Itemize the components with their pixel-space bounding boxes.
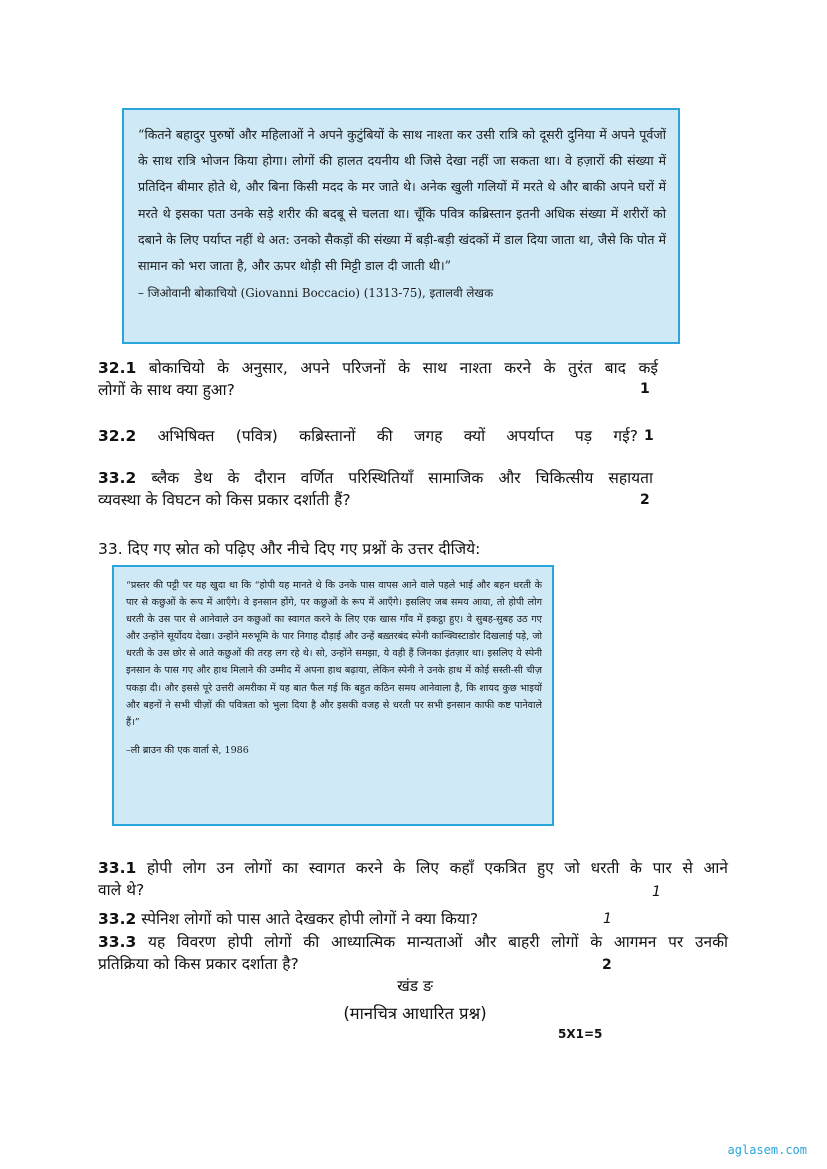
question-number: 33.3 — [98, 933, 137, 951]
marks: 1 — [640, 381, 650, 397]
question-text-cont: प्रतिक्रिया को किस प्रकार दर्शाता है? — [98, 955, 299, 973]
marks: 2 — [640, 492, 650, 508]
source-box-boccaccio — [122, 108, 680, 344]
question-text-cont: लोगों के साथ क्या हुआ? — [98, 381, 235, 399]
question-text: स्पेनिश लोगों को पास आते देखकर होपी लोगों ने क्या किया? — [141, 910, 479, 928]
source-attribution: –ली ब्राउन की एक वार्ता से, 1986 — [126, 744, 249, 756]
question-number: 32.1 — [98, 359, 137, 377]
footer-watermark: aglasem.com — [727, 1143, 807, 1157]
question-text-cont: वाले थे? — [98, 881, 145, 899]
question-33-1 — [98, 857, 728, 901]
marks: 1 — [603, 911, 612, 927]
marks: 1 — [644, 428, 654, 444]
question-32-2 — [98, 425, 638, 447]
source-attribution: – जिओवानी बोकाचियो (Giovanni Boccacio) (1313-75), इतालवी लेखक — [138, 286, 494, 301]
question-33-instruction — [98, 538, 480, 560]
question-text: होपी लोग उन लोगों का स्वागत करने के लिए कहाँ एकत्रित हुए जो धरती के पार से आने — [146, 859, 728, 877]
source-quote: “कितने बहादुर पुरुषों और महिलाओं ने अपने कुटुंबियों के साथ नाश्ता कर उसी रात्रि को दूसरी दुनिया में अपने पूर्वजों के साथ रात्रि भोजन किया होगा। लोगों की हालत दयनीय थी जिसे देखा नहीं जा सकता था। वे हज़ारों की संख्या में प्रतिदिन बीमार होते थे, और बिना किसी मदद के मर जाते थे। अनेक खुली गलियों में मरते थे और बाकी अपने घरों में मरते थे इसका पता उनके सड़े शरीर की बदबू से चलता था। चूँकि पवित्र कब्रिस्तान इतनी अधिक संख्या में शरीरों को दबाने के लिए पर्याप्त नहीं थे अत: उनको सैकड़ों की संख्या में बड़ी-बड़ी खंदकों में डाल दिया जाता था, जैसे कि पोत में सामान को भरा जाता है, और ऊपर थोड़ी सी मिट्टी डाल दी जाती थी।” — [138, 127, 667, 274]
question-text: अभिषिक्त (पवित्र) कब्रिस्तानों की जगह क्यों अपर्याप्त पड़ गई? — [157, 427, 638, 445]
source-quote: “प्रस्तर की पट्टी पर यह खुदा था कि “होपी यह मानते थे कि उनके पास वापस आने वाले पहले भाई और बहन धरती के पार से कछुओं के रूप में आएँगे। वे इनसान होंगे, पर कछुओं के रूप में आएँगे। इसलिए जब समय आया, तो होपी लोग धरती के उस पार से आनेवाले उन कछुओं का स्वागत करने के लिए एक खास गाँव में इकट्ठा हुए। वे सुबह-सुबह उठ गए और उन्होंने सूर्योदय देखा। उन्होंने मरुभूमि के पार निगाह दौड़ाई और उन्हें बख़्तरबंद स्पेनी कान्क्विस्टाडोर दिखलाई पड़े, जो धरती के उस छोर से आते कछुओं की तरह लग रहे थे। सो, उन्होंने समझा, ये वही हैं जिनका इंतज़ार था। इसलिए ये स्पेनी इनसान के पास गए और हाथ मिलाने की उम्मीद में अपना हाथ बढ़ाया, लेकिन स्पेनी ने उनके हाथ में कोई सस्ती-सी चीज़ पकड़ा दी। और इससे पूरे उत्तरी अमरीका में यह बात फैल गई कि बहुत कठिन समय आनेवाला है, कि शायद कुछ भाइयों और बहनों ने सभी चीज़ों की पवित्रता को भुला दिया है और इसकी वजह से धरती पर सभी इनसान काफी कष्ट पानेवाले हैं।” — [126, 580, 542, 728]
section-subtitle: (मानचित्र आधारित प्रश्न) — [343, 1004, 487, 1023]
question-33-2-black-death — [98, 467, 653, 511]
question-text: ब्लैक डेथ के दौरान वर्णित परिस्थितियाँ सामाजिक और चिकित्सीय सहायता — [151, 469, 653, 487]
question-text: यह विवरण होपी लोगों की आध्यात्मिक मान्यताओं और बाहरी लोगों के आगमन पर उनकी — [148, 933, 728, 951]
question-33-2 — [98, 908, 478, 930]
question-number: 33.1 — [98, 859, 137, 877]
question-32-1 — [98, 357, 658, 401]
section-title: खंड ङ — [397, 977, 433, 995]
marks: 1 — [652, 884, 661, 900]
question-33-3 — [98, 931, 728, 975]
section-marks: 5X1=5 — [558, 1027, 603, 1041]
question-number: 33.2 — [98, 910, 137, 928]
question-number: 33.2 — [98, 469, 137, 487]
question-number: 33. — [98, 540, 123, 558]
question-text: दिए गए स्रोत को पढ़िए और नीचे दिए गए प्रश्नों के उत्तर दीजिये: — [127, 540, 481, 558]
question-text: बोकाचियो के अनुसार, अपने परिजनों के साथ नाश्ता करने के तुरंत बाद कई — [148, 359, 658, 377]
source-box-hopi — [112, 565, 554, 826]
question-text-cont: व्यवस्था के विघटन को किस प्रकार दर्शाती हैं? — [98, 491, 351, 509]
marks: 2 — [602, 957, 612, 973]
question-number: 32.2 — [98, 427, 137, 445]
